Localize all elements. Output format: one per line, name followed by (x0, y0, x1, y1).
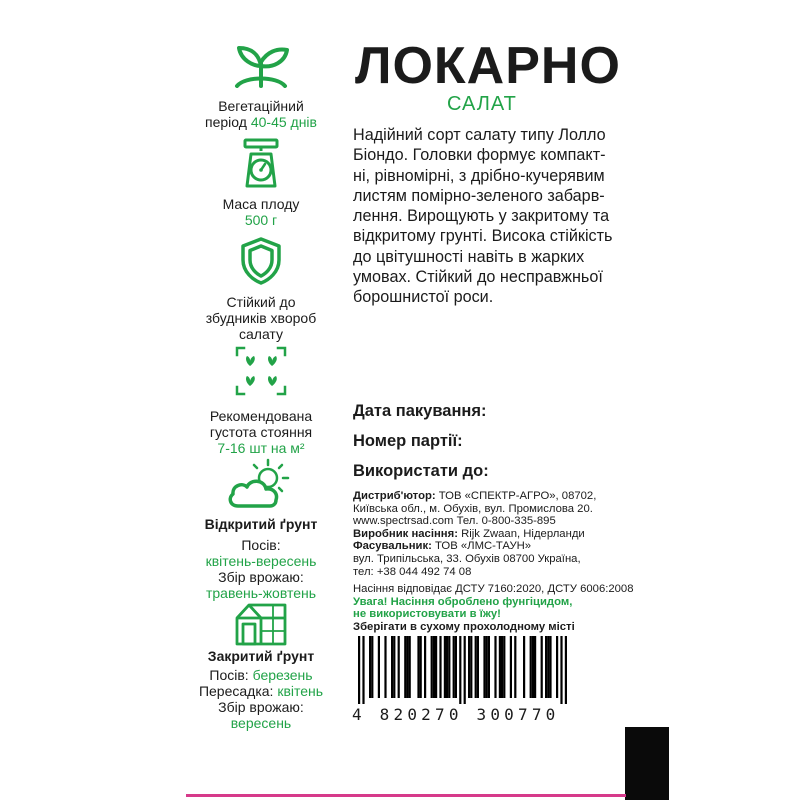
product-type: САЛАТ (447, 93, 517, 115)
greenhouse-icon (235, 602, 287, 646)
open-harvest-value: травень-жовтень (205, 585, 317, 601)
mass-value: 500 г (244, 212, 278, 228)
producer-value: Rijk Zwaan, Нідерланди (461, 527, 585, 540)
scale-icon (239, 138, 283, 188)
feature-density (186, 346, 336, 456)
shield-icon (239, 236, 283, 286)
distributor-label: Дистриб'ютор: (353, 490, 436, 502)
vegetation-label-2: період (205, 114, 247, 130)
notes (353, 583, 653, 633)
gh-transplant-value: квітень (277, 683, 324, 699)
description-line: ні, рівномірні, з дрібно-кучерявим (353, 166, 605, 185)
distributor-line-1: ТОВ «СПЕКТР-АГРО», 08702, (438, 490, 597, 502)
density-value: 7-16 шт на м² (217, 440, 305, 456)
distributor-line-2: Київська обл., м. Обухів, вул. Промислова 20. (353, 502, 593, 515)
producer-label: Виробник насіння: (353, 527, 458, 540)
barcode-bars (350, 636, 572, 704)
standard-note: Насіння відповідає ДСТУ 7160:2020, ДСТУ 6006:2008 (353, 583, 634, 595)
feature-open-ground (186, 458, 336, 601)
resistance-line-1: Стійкий до (226, 294, 296, 310)
packer-line-3: тел: +38 044 492 74 08 (353, 565, 472, 578)
open-sowing-value: квітень-вересень (205, 553, 317, 569)
density-line-2: густота стояння (209, 424, 313, 440)
product-title: ЛОКАРНО (355, 37, 621, 95)
bottom-line (186, 794, 626, 797)
open-harvest-label: Збір врожаю: (218, 569, 304, 585)
description-line: Надійний сорт салату типу Лолло (353, 126, 606, 144)
open-ground-title: Відкритий ґрунт (204, 516, 318, 532)
description-line: Біондо. Головки формує компакт- (353, 146, 606, 165)
packer-label: Фасувальник: (353, 540, 432, 553)
distributor-line-3: www.spectrsad.com Тел. 0-800-335-895 (353, 515, 556, 528)
gh-sowing-label: Посів: (209, 667, 249, 683)
vegetation-label-1: Вегетаційний (218, 98, 304, 114)
planting-grid-icon (235, 346, 287, 396)
description-line: листям помірно-зеленого забарв- (353, 186, 605, 205)
sprout-icon (229, 40, 293, 88)
resistance-line-3: салату (238, 326, 283, 342)
barcode (350, 636, 572, 709)
gh-harvest-label: Збір врожаю: (218, 699, 304, 715)
color-mark-block (625, 727, 669, 800)
warning-line-1: Увага! Насіння оброблено фунгіцидом, (353, 595, 573, 608)
warning-line-2: не використовувати в їжу! (353, 608, 501, 621)
description-line: умовах. Стійкий до несправжньої (353, 268, 603, 287)
supplier-info (353, 490, 653, 578)
pack-date-field: Дата пакування: (353, 402, 487, 420)
storage-note: Зберігати в сухому прохолодному місті (353, 620, 575, 633)
gh-harvest-value: вересень (230, 715, 292, 731)
description-line: борошнистої роси. (353, 288, 494, 307)
sun-cloud-icon (226, 458, 296, 510)
feature-resistance (186, 236, 336, 342)
batch-field: Номер партії: (353, 432, 463, 450)
gh-sowing-value: березень (252, 667, 313, 683)
barcode-digits: 4 820270 300770 (352, 705, 560, 724)
packer-line-2: вул. Трипільська, 33. Обухів 08700 Україна, (353, 552, 581, 565)
resistance-line-2: збудників хвороб (205, 310, 317, 326)
open-sowing-label: Посів: (241, 537, 281, 553)
description-line: лення. Вирощують у закритому та (353, 207, 610, 226)
feature-mass (186, 138, 336, 228)
feature-greenhouse (186, 602, 336, 731)
description-line: відкритому грунті. Висока стійкість (353, 227, 613, 246)
greenhouse-title: Закритий ґрунт (207, 648, 315, 664)
feature-vegetation (186, 40, 336, 130)
use-by-field: Використати до: (353, 462, 489, 480)
mass-label: Маса плоду (222, 196, 300, 212)
density-line-1: Рекомендована (209, 408, 313, 424)
vegetation-value: 40-45 днів (250, 114, 317, 130)
product-description (353, 125, 625, 308)
gh-transplant-label: Пересадка: (198, 683, 274, 699)
packer-value: ТОВ «ЛМС-ТАУН» (435, 540, 532, 553)
description-line: до цвітушності навіть в жарких (353, 247, 585, 266)
